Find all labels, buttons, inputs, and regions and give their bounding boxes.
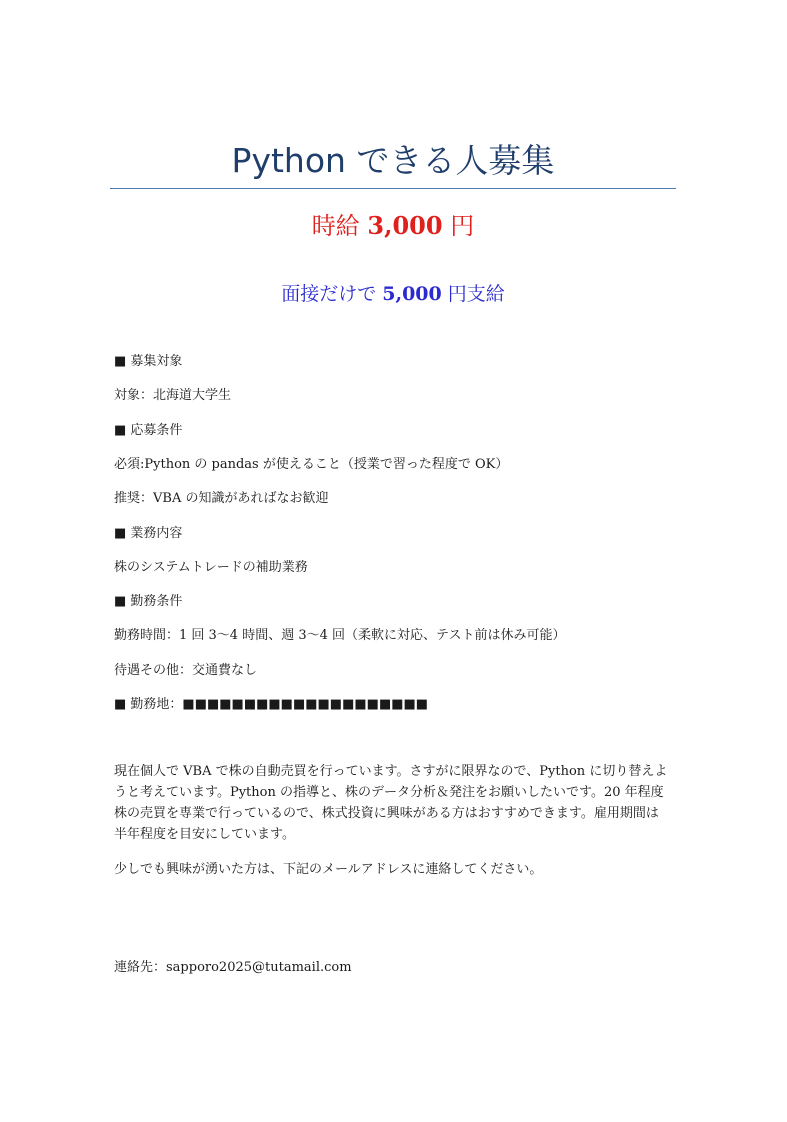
wage-suffix: 円	[442, 212, 475, 240]
section-heading-work: ■ 勤務条件	[114, 594, 183, 609]
interview-suffix: 円支給	[441, 283, 505, 305]
title-underline	[110, 188, 676, 189]
hours-text: 勤務時間：1 回 3～4 時間、週 3～4 回（柔軟に対応、テスト前は休み可能）	[114, 628, 566, 643]
hourly-wage	[110, 208, 676, 244]
interview-prefix: 面接だけで	[281, 283, 383, 305]
location-text: ■ 勤務地：■■■■■■■■■■■■■■■■■■■■	[114, 697, 429, 712]
section-heading-conditions: ■ 応募条件	[114, 423, 183, 438]
interview-payment	[110, 279, 676, 309]
target-text: 対象：北海道大学生	[114, 388, 232, 403]
body-paragraph-invite: 少しでも興味が湧いた方は、下記のメールアドレスに連絡してください。	[114, 862, 543, 877]
required-text: 必須:Python の pandas が使えること（授業で習った程度で OK）	[114, 457, 509, 472]
section-heading-duties: ■ 業務内容	[114, 526, 183, 541]
page-title: Python できる人募集	[231, 141, 555, 180]
section-heading-target: ■ 募集対象	[114, 354, 183, 369]
body-paragraph: 現在個人で VBA で株の自動売買を行っています。さすがに限界なので、Python に切り替えようと考えています。Python の指導と、株のデータ分析＆発注をお願いしたいです。20 年程度株の売買を専業で行っているので、株式投資に興味がある方はおすすめできます。雇用期間は半年程度を目安にしています。	[114, 764, 668, 842]
wage-amount: 3,000	[367, 211, 443, 240]
preferred-text: 推奨：VBA の知識があればなお歓迎	[114, 491, 329, 506]
wage-prefix: 時給	[311, 212, 368, 240]
contact-email: 連絡先：sapporo2025@tutamail.com	[114, 960, 352, 975]
interview-amount: 5,000	[382, 283, 442, 305]
duties-text: 株のシステムトレードの補助業務	[114, 560, 308, 575]
benefits-text: 待遇その他：交通費なし	[114, 663, 258, 678]
